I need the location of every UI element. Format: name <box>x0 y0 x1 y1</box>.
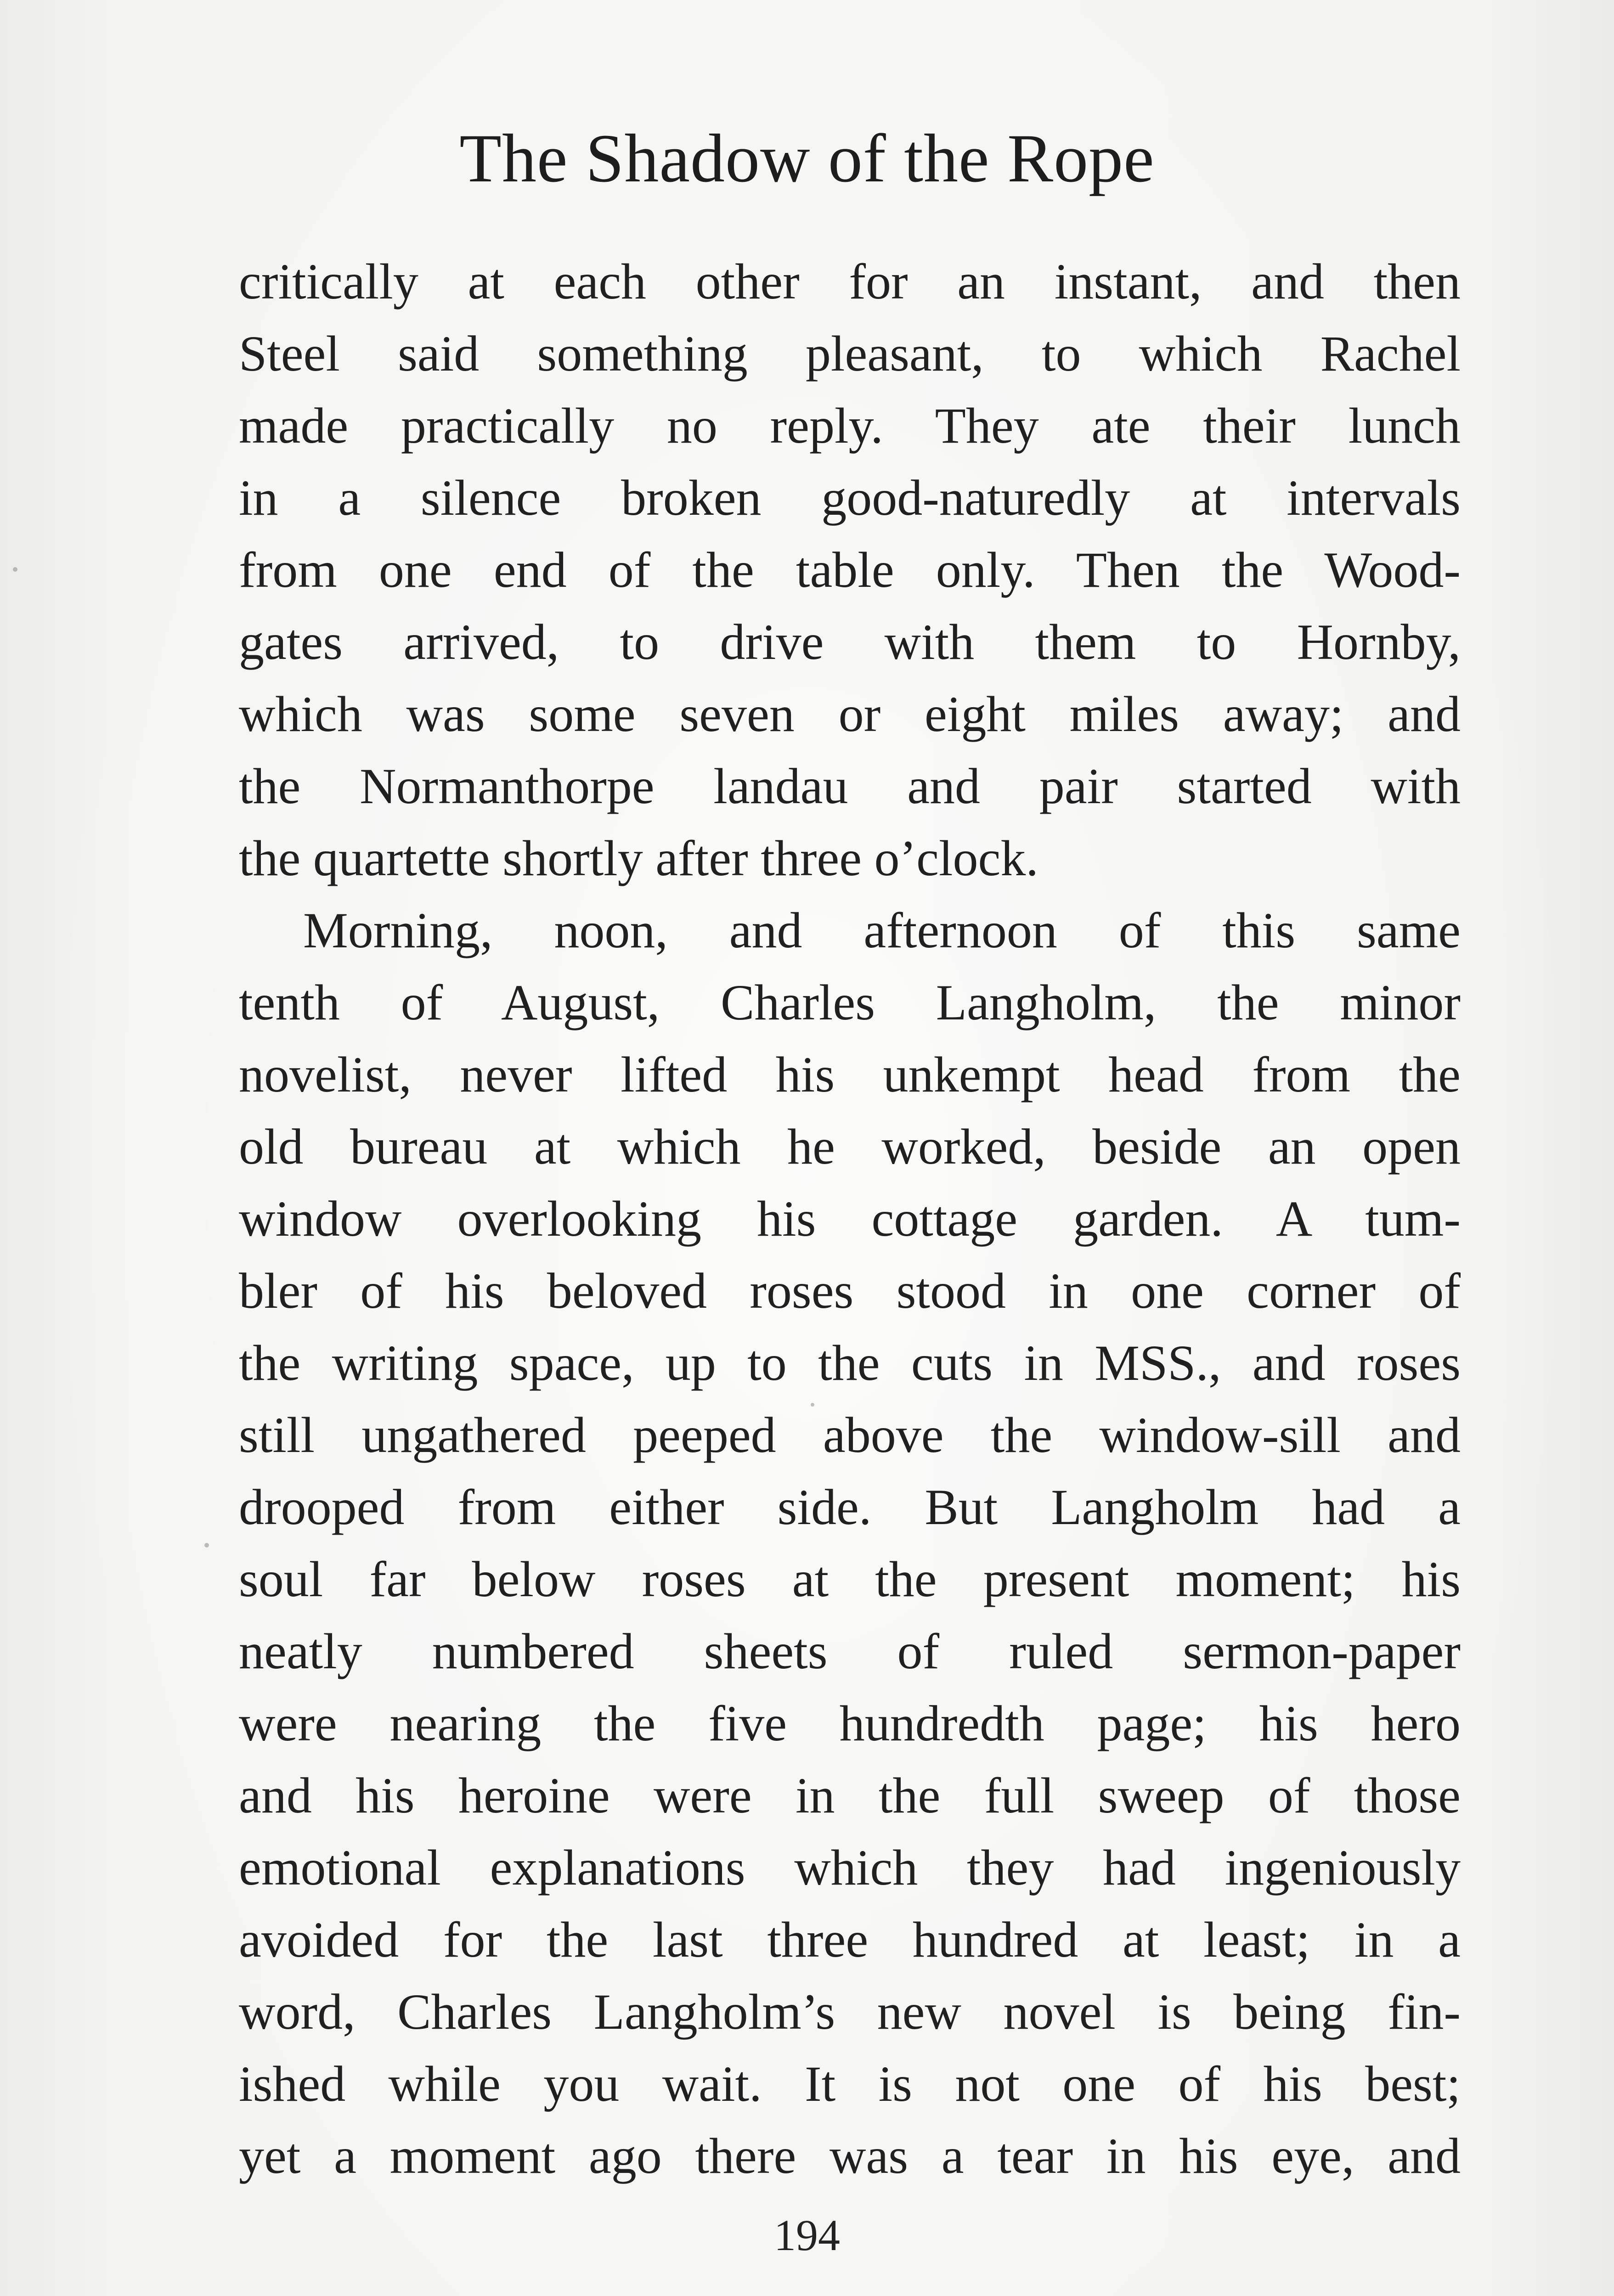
paper-speck <box>13 567 17 572</box>
text-line: window overlooking his cottage garden. A tum- <box>239 1191 1461 1247</box>
text-line: old bureau at which he worked, beside an open <box>239 1119 1461 1175</box>
paragraph-last-line: the quartette shortly after three o’clock. <box>239 830 1038 886</box>
text-line: gates arrived, to drive with them to Hornby, <box>239 614 1461 670</box>
paper-speck <box>811 1403 814 1407</box>
text-line: bler of his beloved roses stood in one corner of <box>239 1263 1461 1319</box>
text-line: made practically no reply. They ate their lunch <box>239 398 1461 454</box>
text-line: novelist, never lifted his unkempt head from the <box>239 1047 1461 1103</box>
text-line: drooped from either side. But Langholm had a <box>239 1479 1461 1535</box>
text-line: were nearing the five hundredth page; his hero <box>239 1695 1461 1751</box>
text-line: ished while you wait. It is not one of his best; <box>239 2056 1461 2112</box>
text-line: the writing space, up to the cuts in MSS., and roses <box>239 1335 1461 1391</box>
text-line: the Normanthorpe landau and pair started with <box>239 758 1461 814</box>
paragraph-first-line: Morning, noon, and afternoon of this same <box>303 902 1461 958</box>
text-line: word, Charles Langholm’s new novel is being fin- <box>239 1984 1461 2040</box>
text-line: from one end of the table only. Then the Wood- <box>239 542 1461 598</box>
text-line: yet a moment ago there was a tear in his eye, and <box>239 2128 1461 2184</box>
text-line: Steel said something pleasant, to which Rachel <box>239 326 1461 382</box>
text-line: tenth of August, Charles Langholm, the minor <box>239 974 1461 1030</box>
text-line: critically at each other for an instant, and then <box>239 253 1461 310</box>
paper-speck <box>204 1543 209 1548</box>
text-line: soul far below roses at the present moment; his <box>239 1551 1461 1607</box>
text-line: in a silence broken good-naturedly at intervals <box>239 470 1461 526</box>
text-line: and his heroine were in the full sweep of those <box>239 1767 1461 1823</box>
text-line: avoided for the last three hundred at least; in a <box>239 1912 1461 1968</box>
text-line: which was some seven or eight miles away; and <box>239 686 1461 742</box>
page-number: 194 <box>774 2211 840 2260</box>
text-line: emotional explanations which they had ingeniously <box>239 1840 1461 1896</box>
text-line: still ungathered peeped above the window-sill and <box>239 1407 1461 1463</box>
body-text <box>239 246 1461 2192</box>
running-head: The Shadow of the Rope <box>459 120 1155 197</box>
text-line: neatly numbered sheets of ruled sermon-paper <box>239 1623 1461 1679</box>
